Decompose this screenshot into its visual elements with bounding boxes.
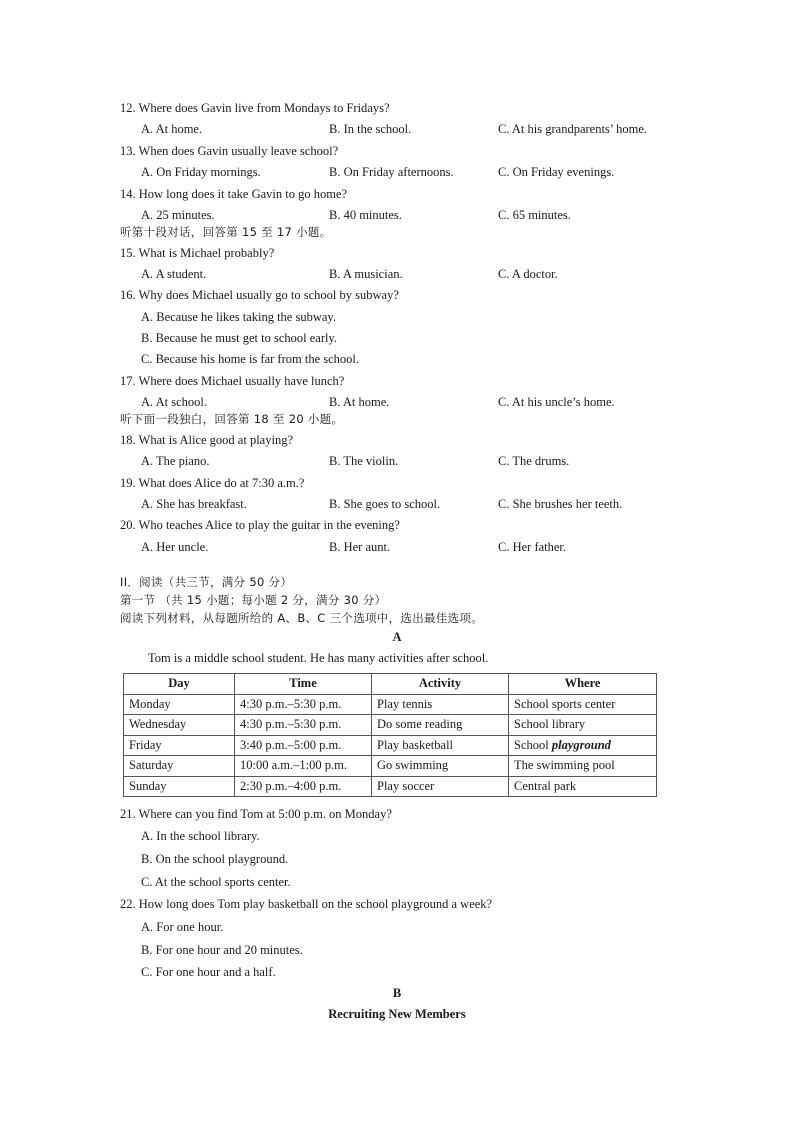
- cell-where: School library: [509, 715, 657, 736]
- q16-option-a: A. Because he likes taking the subway.: [141, 310, 336, 324]
- cell-where: Central park: [509, 776, 657, 797]
- question-17: 17. Where does Michael usually have lunch?: [120, 374, 345, 388]
- q22-option-c: C. For one hour and a half.: [141, 965, 276, 979]
- table-row: [124, 776, 657, 797]
- cell-where: [509, 735, 657, 756]
- passage-b-title: Recruiting New Members: [328, 1007, 466, 1021]
- cell-activity: Do some reading: [372, 715, 509, 736]
- table-row: [124, 735, 657, 756]
- cell-where-prefix: School: [514, 737, 549, 752]
- passage-a-intro: Tom is a middle school student. He has many activities after school.: [148, 651, 489, 665]
- question-15: 15. What is Michael probably?: [120, 246, 275, 260]
- cell-where-emphasis: playground: [551, 737, 611, 752]
- cell-time: 10:00 a.m.–1:00 p.m.: [235, 756, 372, 777]
- cell-activity: Play basketball: [372, 735, 509, 756]
- instruction-monologue: 听下面一段独白，回答第 18 至 20 小题。: [120, 412, 344, 426]
- cell-day: Saturday: [124, 756, 235, 777]
- q17-option-b: B. At home.: [329, 395, 390, 409]
- cell-activity: Play soccer: [372, 776, 509, 797]
- cell-day: Sunday: [124, 776, 235, 797]
- instruction-dialogue-10: 听第十段对话，回答第 15 至 17 小题。: [120, 225, 332, 239]
- passage-a-label: A: [392, 630, 402, 644]
- q17-option-c: C. At his uncle’s home.: [498, 395, 615, 409]
- activity-schedule-table: [123, 673, 657, 797]
- cell-time: 2:30 p.m.–4:00 p.m.: [235, 776, 372, 797]
- q14-option-a: A. 25 minutes.: [141, 208, 215, 222]
- q13-option-a: A. On Friday mornings.: [141, 165, 261, 179]
- cell-time: 4:30 p.m.–5:30 p.m.: [235, 715, 372, 736]
- q21-option-a: A. In the school library.: [141, 829, 260, 843]
- q16-option-b: B. Because he must get to school early.: [141, 331, 338, 345]
- question-20: 20. Who teaches Alice to play the guitar in the evening?: [120, 518, 400, 532]
- q19-option-a: A. She has breakfast.: [141, 497, 247, 511]
- q21-option-b: B. On the school playground.: [141, 852, 289, 866]
- table-row: [124, 694, 657, 715]
- q19-option-c: C. She brushes her teeth.: [498, 497, 623, 511]
- q17-option-a: A. At school.: [141, 395, 207, 409]
- question-22: 22. How long does Tom play basketball on the school playground a week?: [120, 897, 493, 911]
- cell-day: Monday: [124, 694, 235, 715]
- q13-option-b: B. On Friday afternoons.: [329, 165, 454, 179]
- q12-option-b: B. In the school.: [329, 122, 412, 136]
- cell-where: The swimming pool: [509, 756, 657, 777]
- q22-option-a: A. For one hour.: [141, 920, 224, 934]
- part-1-heading: 第一节 （共 15 小题；每小题 2 分，满分 30 分）: [120, 593, 387, 607]
- q12-option-c: C. At his grandparents’ home.: [498, 122, 648, 136]
- q20-option-b: B. Her aunt.: [329, 540, 391, 554]
- cell-day: Friday: [124, 735, 235, 756]
- q15-option-a: A. A student.: [141, 267, 207, 281]
- q18-option-c: C. The drums.: [498, 454, 570, 468]
- header-day: Day: [124, 674, 235, 695]
- header-where: Where: [509, 674, 657, 695]
- q21-option-c: C. At the school sports center.: [141, 875, 291, 889]
- question-19: 19. What does Alice do at 7:30 a.m.?: [120, 476, 305, 490]
- question-14: 14. How long does it take Gavin to go home?: [120, 187, 348, 201]
- table-row: [124, 756, 657, 777]
- q12-option-a: A. At home.: [141, 122, 203, 136]
- q20-option-c: C. Her father.: [498, 540, 567, 554]
- cell-activity: Go swimming: [372, 756, 509, 777]
- question-21: 21. Where can you find Tom at 5:00 p.m. on Monday?: [120, 807, 392, 821]
- section-2-heading: II．阅读（共三节，满分 50 分）: [120, 575, 293, 589]
- header-time: Time: [235, 674, 372, 695]
- q22-option-b: B. For one hour and 20 minutes.: [141, 943, 303, 957]
- table-row: [124, 715, 657, 736]
- header-activity: Activity: [372, 674, 509, 695]
- q14-option-c: C. 65 minutes.: [498, 208, 571, 222]
- question-12: 12. Where does Gavin live from Mondays to Fridays?: [120, 101, 390, 115]
- q14-option-b: B. 40 minutes.: [329, 208, 402, 222]
- q18-option-a: A. The piano.: [141, 454, 210, 468]
- passage-b-label: B: [392, 986, 402, 1000]
- part-1-instruction: 阅读下列材料，从每题所给的 A、B、C 三个选项中，选出最佳选项。: [120, 611, 483, 625]
- q13-option-c: C. On Friday evenings.: [498, 165, 615, 179]
- q15-option-c: C. A doctor.: [498, 267, 558, 281]
- q20-option-a: A. Her uncle.: [141, 540, 209, 554]
- table-header-row: [124, 674, 657, 695]
- cell-time: 3:40 p.m.–5:00 p.m.: [235, 735, 372, 756]
- cell-activity: Play tennis: [372, 694, 509, 715]
- question-13: 13. When does Gavin usually leave school?: [120, 144, 339, 158]
- q15-option-b: B. A musician.: [329, 267, 403, 281]
- cell-where: School sports center: [509, 694, 657, 715]
- question-16: 16. Why does Michael usually go to school by subway?: [120, 288, 399, 302]
- question-18: 18. What is Alice good at playing?: [120, 433, 293, 447]
- q19-option-b: B. She goes to school.: [329, 497, 441, 511]
- q18-option-b: B. The violin.: [329, 454, 399, 468]
- cell-time: 4:30 p.m.–5:30 p.m.: [235, 694, 372, 715]
- cell-day: Wednesday: [124, 715, 235, 736]
- q16-option-c: C. Because his home is far from the school.: [141, 352, 360, 366]
